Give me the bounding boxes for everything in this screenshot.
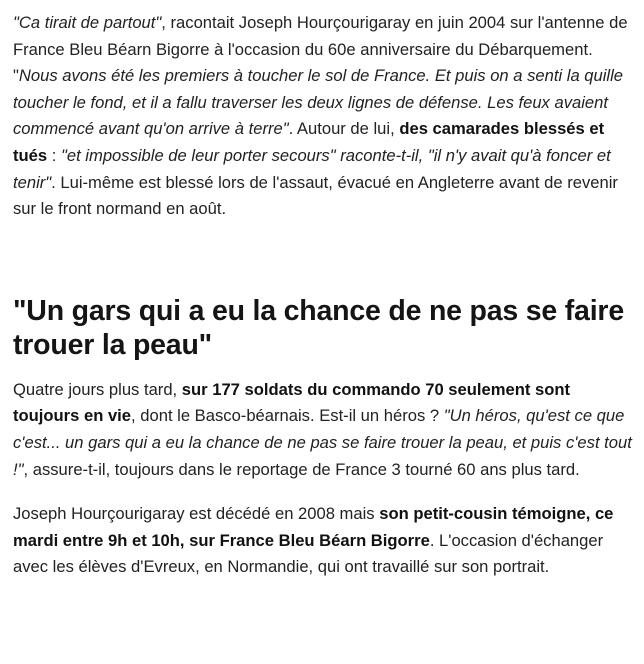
highlight-blesses-tues: des camarades blessés et tués <box>13 119 605 165</box>
quote-un-heros: "Un héros, qu'est ce que c'est... un gars qui a eu la chance de ne pas se faire trouer la peau, et puis c'est tout !" <box>13 406 632 479</box>
article-paragraph-2 <box>13 377 633 483</box>
quote-impossible-secours: "et impossible de leur porter secours" raconte-t-il, "il n'y avait qu'à foncer et tenir" <box>13 145 611 192</box>
highlight-petit-cousin: son petit-cousin témoigne, ce mardi entre 9h et 10h, sur France Bleu Béarn Bigorre <box>13 504 614 550</box>
section-heading: "Un gars qui a eu la chance de ne pas se faire trouer la peau" <box>13 294 624 361</box>
paragraph-text: , assure-t-il, toujours dans le reportage de France 3 tourné 60 ans plus tard. <box>23 459 580 479</box>
article-body <box>13 10 633 581</box>
quote-ca-tirait: "Ca tirait de partout" <box>13 13 162 32</box>
paragraph-text: . Lui-même est blessé lors de l'assaut, évacué en Angleterre avant de revenir sur le front normand en août. <box>13 172 618 219</box>
paragraph-text: . L'occasion d'échanger avec les élèves d'Evreux, en Normandie, qui ont travaillé sur son portrait. <box>13 530 604 577</box>
article-paragraph-3 <box>13 501 633 581</box>
article-paragraph-1 <box>13 10 633 223</box>
paragraph-text: Joseph Hourçourigaray est décédé en 2008 mais <box>13 504 380 524</box>
paragraph-text: , dont le Basco-béarnais. Est-il un héros ? <box>131 406 444 426</box>
paragraph-text: Quatre jours plus tard, <box>13 379 182 399</box>
paragraph-text: . Autour de lui, <box>288 119 400 139</box>
paragraph-text: : <box>47 145 61 165</box>
paragraph-text: , racontait Joseph Hourçourigaray en juin 2004 sur l'antenne de France Bleu Béarn Bigorre à l'occasion du 60e anniversaire du Débarquement. " <box>13 13 628 86</box>
highlight-177-soldats: sur 177 soldats du commando 70 seulement sont toujours en vie <box>13 379 571 426</box>
quote-premiers-a-toucher: Nous avons été les premiers à toucher le sol de France. Et puis on a senti la quille toucher le fond, et il a fallu traverser les deux lignes de défense. Les feux avaient commencé avant qu'on arrive à terre" <box>13 66 624 139</box>
